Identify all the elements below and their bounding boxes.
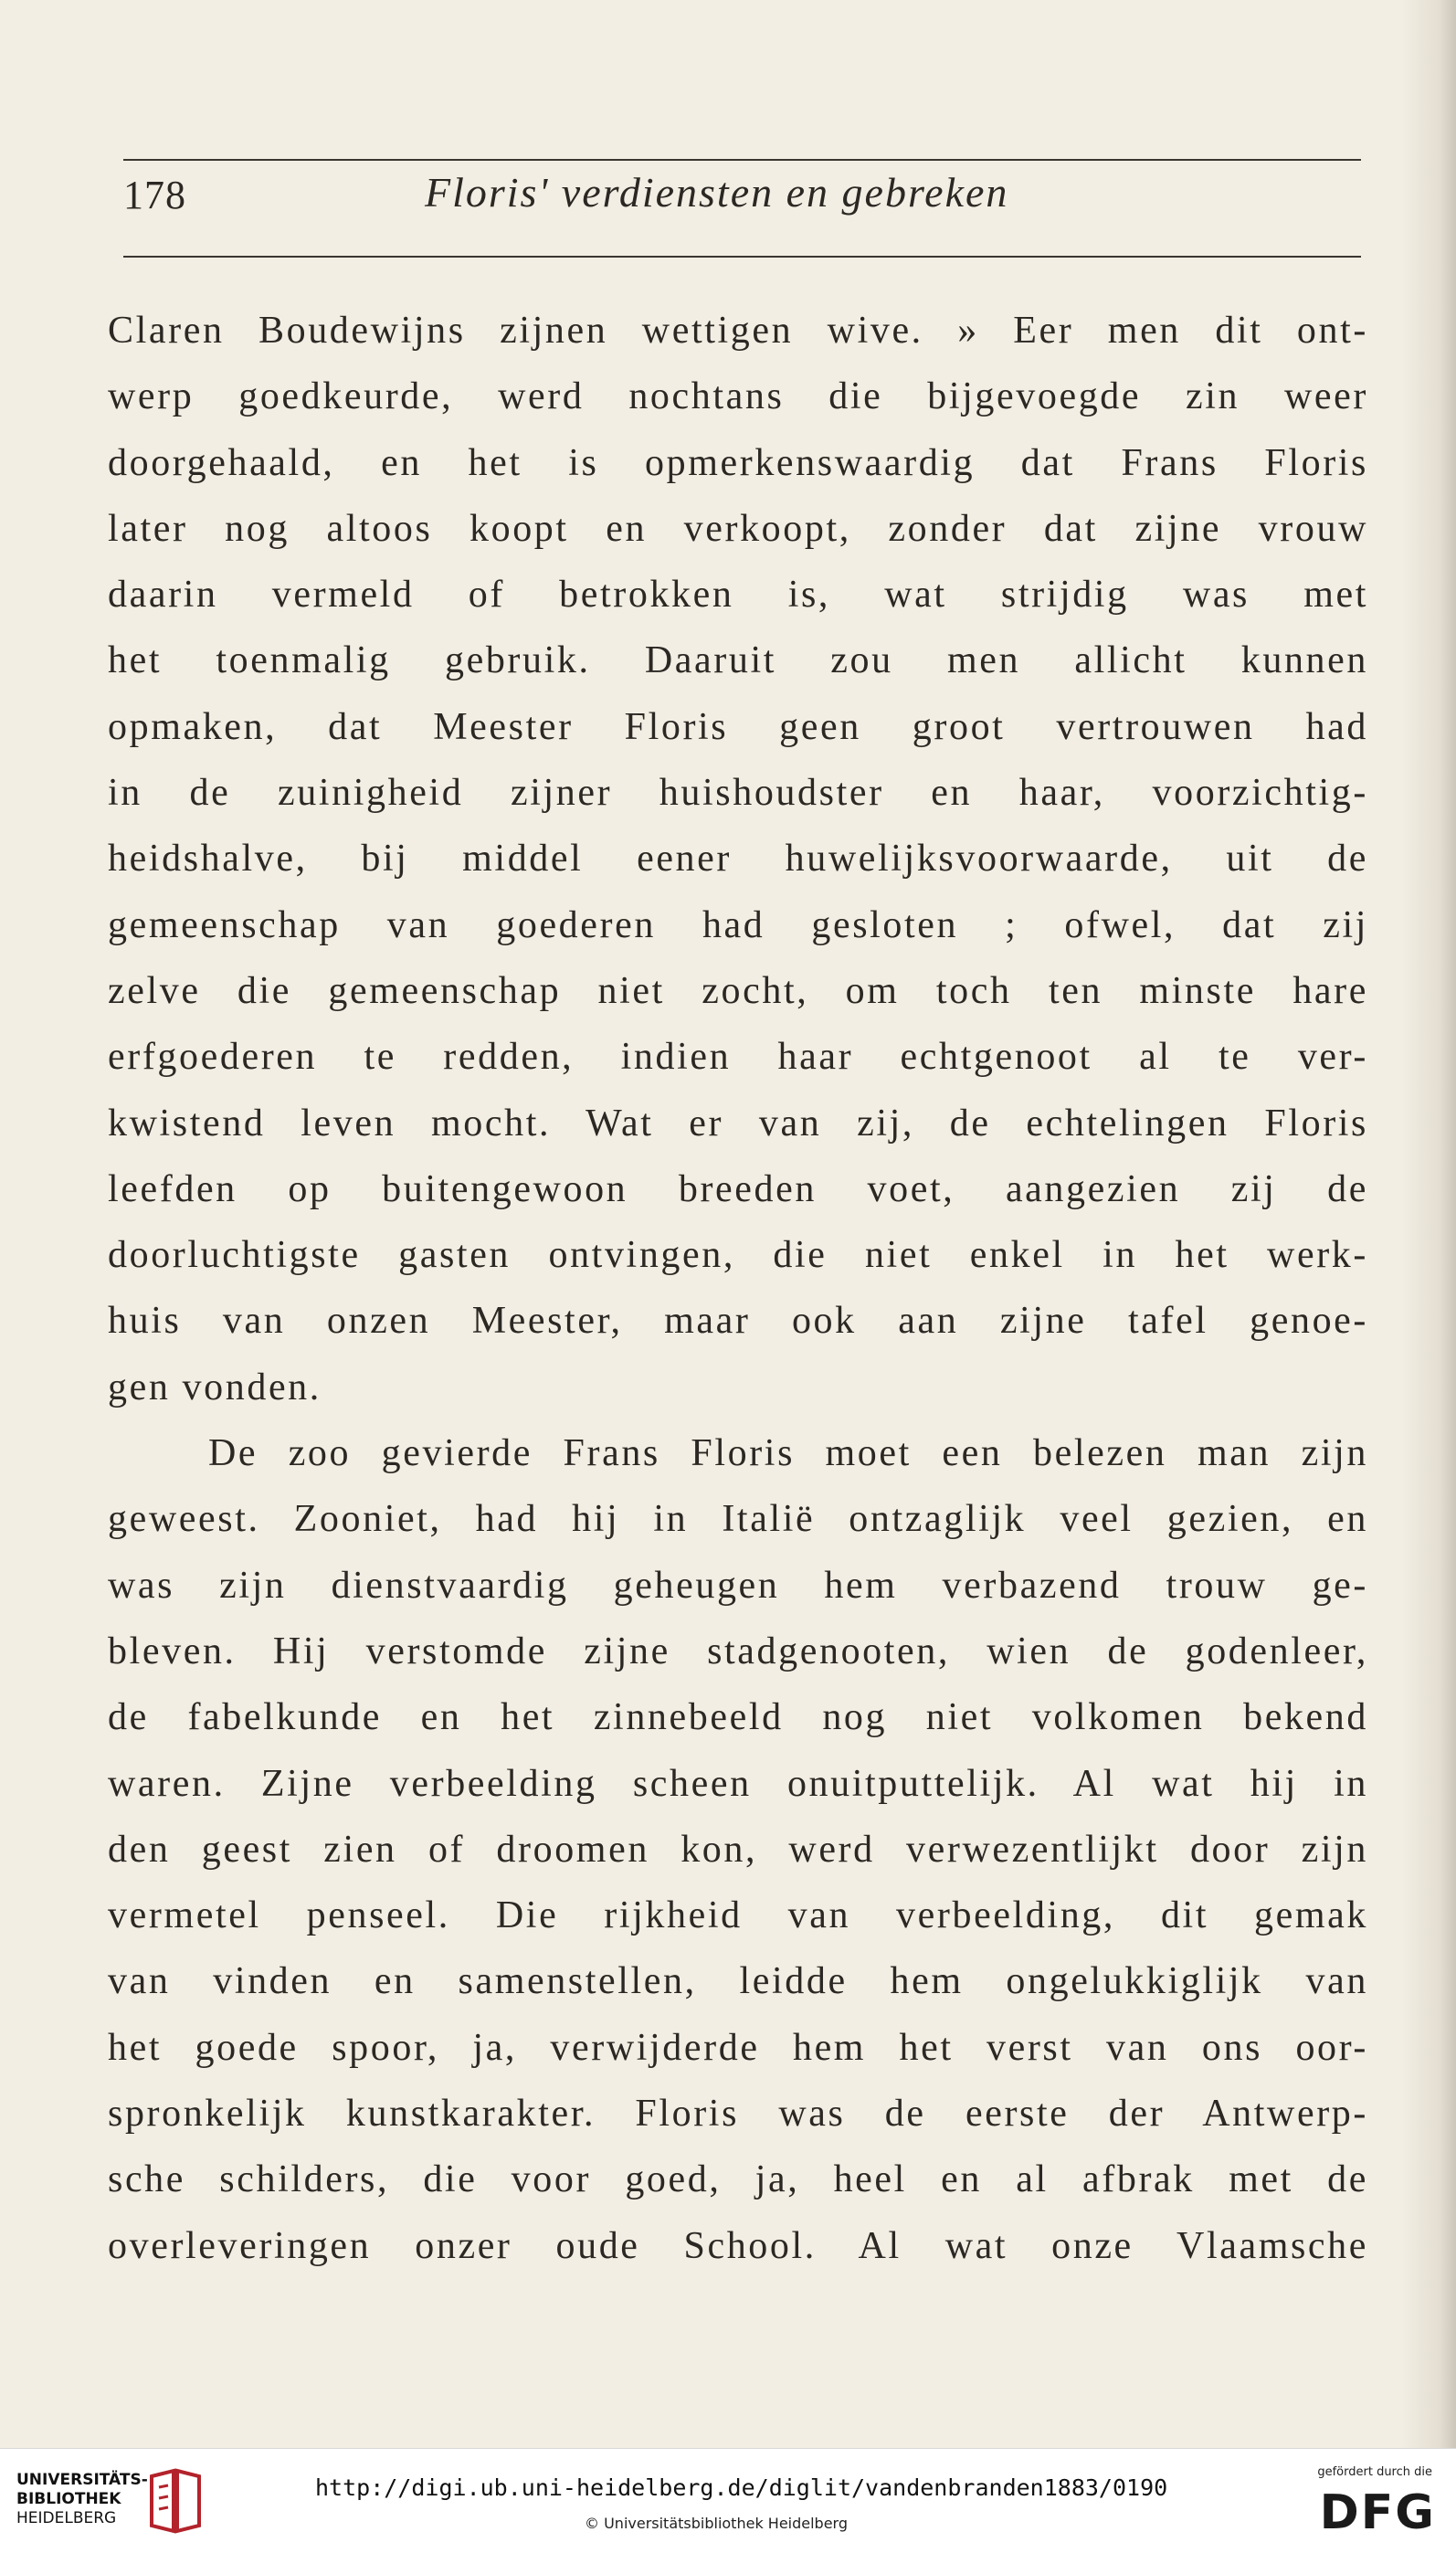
- page-number: 178: [123, 173, 186, 217]
- text-line: sche schilders, die voor goed, ja, heel en al afbrak met de: [108, 2158, 1368, 2201]
- text-line: was zijn dienstvaardig geheugen hem verbazend trouw ge-: [108, 1564, 1368, 1607]
- university-name: [16, 2471, 148, 2528]
- text-line: waren. Zijne verbeelding scheen onuitputtelijk. Al wat hij in: [108, 1762, 1368, 1805]
- text-line: in de zuinigheid zijner huishoudster en haar, voorzichtig-: [108, 772, 1368, 815]
- text-line: het goede spoor, ja, verwijderde hem het verst van ons oor-: [108, 2026, 1368, 2069]
- text-line: werp goedkeurde, werd nochtans die bijgevoegde zin weer: [108, 375, 1368, 418]
- text-line: doorgehaald, en het is opmerkenswaardig dat Frans Floris: [108, 441, 1368, 484]
- funded-by-label: gefördert durch die: [1317, 2465, 1432, 2479]
- text-line: vermetel penseel. Die rijkheid van verbeelding, dit gemak: [108, 1894, 1368, 1937]
- text-line: overleveringen onzer oude School. Al wat onze Vlaamsche: [108, 2224, 1368, 2267]
- library-footer: [0, 2448, 1456, 2553]
- university-line-2: BIBLIOTHEK: [16, 2490, 121, 2508]
- header-rule-top: [123, 159, 1361, 161]
- dfg-logo: DFG: [1319, 2485, 1436, 2540]
- permalink-url[interactable]: http://digi.ub.uni-heidelberg.de/diglit/vandenbranden1883/0190: [315, 2474, 1168, 2501]
- text-line: huis van onzen Meester, maar ook aan zijne tafel genoe-: [108, 1300, 1368, 1343]
- text-line: den geest zien of droomen kon, werd verwezentlijkt door zijn: [108, 1828, 1368, 1871]
- page-edge-shadow: [1401, 0, 1456, 2448]
- text-line: spronkelijk kunstkarakter. Floris was de eerste der Antwerp-: [108, 2093, 1368, 2136]
- text-line-paragraph-start: De zoo gevierde Frans Floris moet een belezen man zijn: [208, 1432, 1368, 1475]
- body-text: [108, 298, 1368, 2279]
- university-line-3: HEIDELBERG: [16, 2509, 117, 2527]
- text-line: leefden op buitengewoon breeden voet, aangezien zij de: [108, 1167, 1368, 1210]
- text-line: van vinden en samenstellen, leidde hem ongelukkiglijk van: [108, 1960, 1368, 2003]
- running-head: [123, 166, 1361, 239]
- university-line-1: UNIVERSITÄTS-: [16, 2471, 148, 2489]
- text-line: bleven. Hij verstomde zijne stadgenooten, wien de godenleer,: [108, 1630, 1368, 1672]
- running-title: Floris' verdiensten en gebreken: [425, 169, 1009, 216]
- text-line: later nog altoos koopt en verkoopt, zonder dat zijne vrouw: [108, 507, 1368, 550]
- text-line: daarin vermeld of betrokken is, wat strijdig was met: [108, 574, 1368, 617]
- text-line: kwistend leven mocht. Wat er van zij, de echtelingen Floris: [108, 1102, 1368, 1145]
- text-line: zelve die gemeenschap niet zocht, om toch ten minste hare: [108, 969, 1368, 1012]
- text-line: de fabelkunde en het zinnebeeld nog niet volkomen bekend: [108, 1696, 1368, 1739]
- text-line: gen vonden.: [108, 1366, 322, 1408]
- text-line: geweest. Zooniet, had hij in Italië ontzaglijk veel gezien, en: [108, 1498, 1368, 1541]
- text-line: opmaken, dat Meester Floris geen groot vertrouwen had: [108, 705, 1368, 748]
- university-logo-icon: [146, 2467, 203, 2535]
- text-line: erfgoederen te redden, indien haar echtgenoot al te ver-: [108, 1036, 1368, 1079]
- text-line: het toenmalig gebruik. Daaruit zou men allicht kunnen: [108, 639, 1368, 682]
- text-line: doorluchtigste gasten ontvingen, die niet enkel in het werk-: [108, 1234, 1368, 1277]
- header-rule-bottom: [123, 256, 1361, 258]
- text-line: gemeenschap van goederen had gesloten ; ofwel, dat zij: [108, 903, 1368, 946]
- text-line: Claren Boudewijns zijnen wettigen wive. » Eer men dit ont-: [108, 310, 1368, 352]
- text-line: heidshalve, bij middel eener huwelijksvoorwaarde, uit de: [108, 838, 1368, 881]
- copyright-notice: © Universitätsbibliothek Heidelberg: [585, 2515, 849, 2532]
